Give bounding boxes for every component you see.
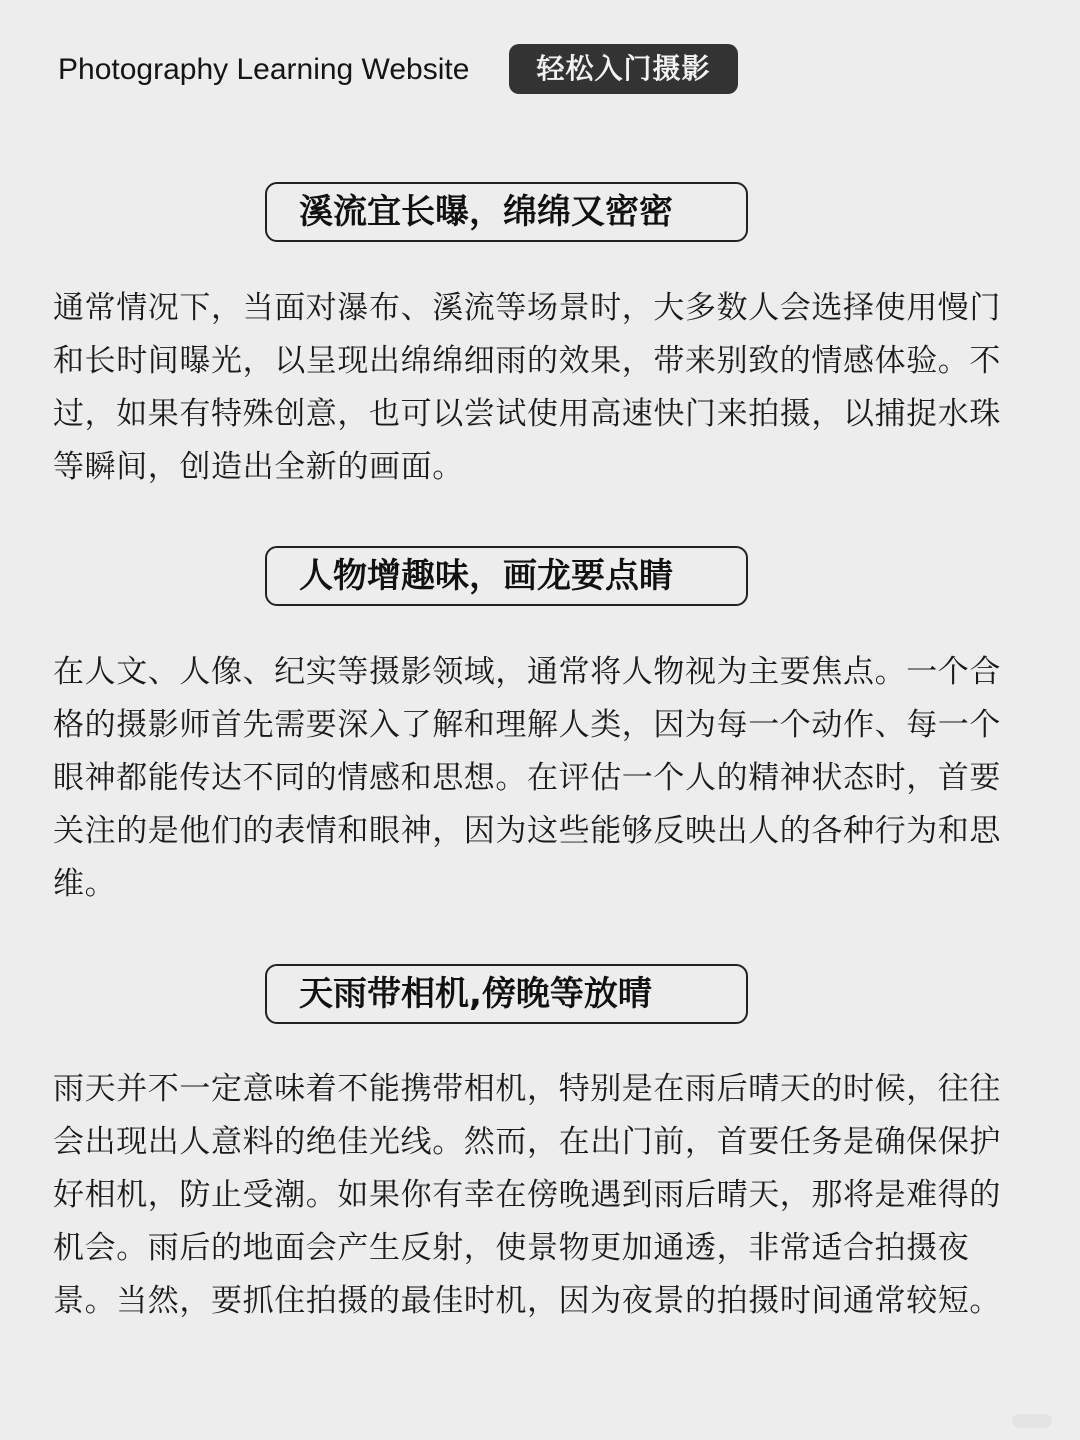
page-header <box>58 44 1018 96</box>
section-body-rain: 雨天并不一定意味着不能携带相机，特别是在雨后晴天的时候，往往会出现出人意料的绝佳光线。然而，在出门前，首要任务是确保保护好相机，防止受潮。如果你有幸在傍晚遇到雨后晴天，那将是难得的机会。雨后的地面会产生反射，使景物更加通透，非常适合拍摄夜景。当然，要抓住拍摄的最佳时机，因为夜景的拍摄时间通常较短。 <box>53 1071 1001 1319</box>
section-body-people: 在人文、人像、纪实等摄影领域，通常将人物视为主要焦点。一个合格的摄影师首先需要深入了解和理解人类，因为每一个动作、每一个眼神都能传达不同的情感和思想。在评估一个人的精神状态时，首要关注的是他们的表情和眼神，因为这些能够反映出人的各种行为和思维。 <box>53 654 1001 902</box>
tag-badge: 轻松入门摄影 <box>509 44 738 94</box>
section-body-stream: 通常情况下，当面对瀑布、溪流等场景时，大多数人会选择使用慢门和长时间曝光，以呈现出绵绵细雨的效果，带来别致的情感体验。不过，如果有特殊创意，也可以尝试使用高速快门来拍摄，以捕捉水珠等瞬间，创造出全新的画面。 <box>53 290 1001 485</box>
section-title-stream: 溪流宜长曝，绵绵又密密 <box>265 182 748 242</box>
section-title-people: 人物增趣味，画龙要点睛 <box>265 546 748 606</box>
site-name: Photography Learning Website <box>58 53 470 86</box>
section-title-rain: 天雨带相机,傍晚等放晴 <box>265 964 748 1024</box>
watermark-mark <box>1012 1414 1052 1428</box>
